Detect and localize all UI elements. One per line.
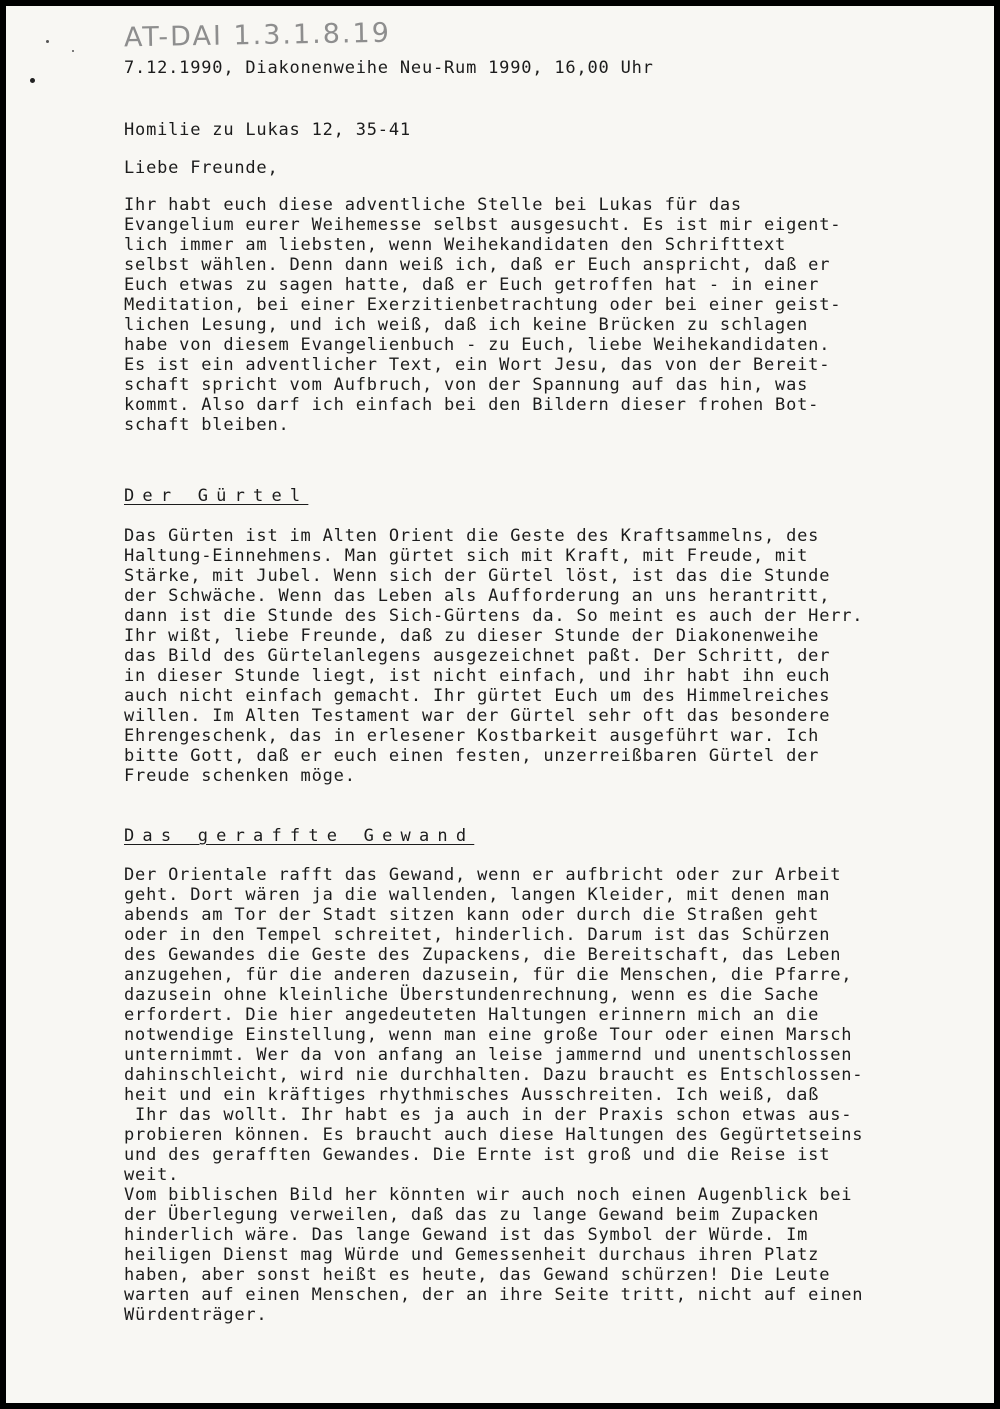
text-line: Der Orientale rafft das Gewand, wenn er aufbricht oder zur Arbeit [124, 865, 842, 885]
text-line: Meditation, bei einer Exerzitienbetrachtung oder bei einer geist- [124, 295, 842, 315]
ink-speck [46, 40, 49, 43]
text-line: weit. [124, 1165, 180, 1185]
section-heading-guertel: Der Gürtel [124, 486, 309, 506]
text-line: abends am Tor der Stadt sitzen kann oder durch die Straßen geht [124, 905, 820, 925]
text-line: dazusein ohne kleinliche Überstundenrechnung, wenn es die Sache [124, 985, 820, 1005]
text-line: dahinschleicht, wird nie durchhalten. Dazu braucht es Entschlossen- [124, 1065, 864, 1085]
section-guertel-paragraph [124, 526, 863, 786]
section-heading-gewand: Das geraffte Gewand [124, 826, 475, 846]
text-line: kommt. Also darf ich einfach bei den Bildern dieser frohen Bot- [124, 395, 820, 415]
text-line: Würdenträger. [124, 1305, 268, 1325]
text-line: haben, aber sonst heißt es heute, das Gewand schürzen! Die Leute [124, 1265, 831, 1285]
text-line: Ihr das wollt. Ihr habt es ja auch in der Praxis schon etwas aus- [124, 1105, 853, 1125]
section-gewand-paragraph [124, 865, 863, 1325]
text-line: erfordert. Die hier angedeuteten Haltungen erinnern mich an die [124, 1005, 820, 1025]
text-line: lich immer am liebsten, wenn Weihekandidaten den Schrifttext [124, 235, 787, 255]
ink-speck [30, 78, 35, 83]
intro-paragraph [124, 195, 841, 435]
text-line: heit und ein kräftiges rhythmisches Ausschreiten. Ich weiß, daß [124, 1085, 820, 1105]
date-line: 7.12.1990, Diakonenweihe Neu-Rum 1990, 16,00 Uhr [124, 58, 654, 78]
text-line: Freude schenken möge. [124, 766, 356, 786]
salutation: Liebe Freunde, [124, 158, 279, 178]
text-line: schaft spricht vom Aufbruch, von der Spannung auf das hin, was [124, 375, 809, 395]
text-line: habe von diesem Evangelienbuch - zu Euch, liebe Weihekandidaten. [124, 335, 831, 355]
text-line: des Gewandes die Geste des Zupackens, die Bereitschaft, das Leben [124, 945, 842, 965]
text-line: dann ist die Stunde des Sich-Gürtens da. So meint es auch der Herr. [124, 606, 864, 626]
text-line: lichen Lesung, und ich weiß, daß ich keine Brücken zu schlagen [124, 315, 809, 335]
text-line: Das Gürten ist im Alten Orient die Geste des Kraftsammelns, des [124, 526, 820, 546]
text-line: Vom biblischen Bild her könnten wir auch noch einen Augenblick bei [124, 1185, 853, 1205]
text-line: Es ist ein adventlicher Text, ein Wort Jesu, das von der Bereit- [124, 355, 831, 375]
text-line: Euch etwas zu sagen hatte, daß er Euch getroffen hat - in einer [124, 275, 820, 295]
text-line: in dieser Stunde liegt, ist nicht einfach, und ihr habt ihn euch [124, 666, 831, 686]
ink-speck [72, 50, 74, 52]
text-line: anzugehen, für die anderen dazusein, für die Menschen, die Pfarre, [124, 965, 853, 985]
archive-signature-handwritten: AT-DAI 1.3.1.8.19 [123, 17, 392, 54]
text-line: hinderlich wäre. Das lange Gewand ist das Symbol der Würde. Im [124, 1225, 809, 1245]
text-line: Ihr wißt, liebe Freunde, daß zu dieser Stunde der Diakonenweihe [124, 626, 820, 646]
text-line: bitte Gott, daß er euch einen festen, unzerreißbaren Gürtel der [124, 746, 820, 766]
text-line: Ihr habt euch diese adventliche Stelle bei Lukas für das [124, 195, 742, 215]
text-line: heiligen Dienst mag Würde und Gemessenheit durchaus ihren Platz [124, 1245, 820, 1265]
text-line: der Schwäche. Wenn das Leben als Aufforderung an uns herantritt, [124, 586, 831, 606]
text-line: probieren können. Es braucht auch diese Haltungen des Gegürtetseins [124, 1125, 864, 1145]
text-line: Ehrengeschenk, das in erlesener Kostbarkeit ausgeführt war. Ich [124, 726, 820, 746]
text-line: selbst wählen. Denn dann weiß ich, daß er Euch anspricht, daß er [124, 255, 831, 275]
text-line: willen. Im Alten Testament war der Gürtel sehr oft das besondere [124, 706, 831, 726]
text-line: Stärke, mit Jubel. Wenn sich der Gürtel löst, ist das die Stunde [124, 566, 831, 586]
homily-title: Homilie zu Lukas 12, 35-41 [124, 120, 411, 140]
text-line: Evangelium eurer Weihemesse selbst ausgesucht. Es ist mir eigent- [124, 215, 842, 235]
text-line: geht. Dort wären ja die wallenden, langen Kleider, mit denen man [124, 885, 831, 905]
text-line: unternimmt. Wer da von anfang an leise jammernd und unentschlossen [124, 1045, 853, 1065]
text-line: oder in den Tempel schreitet, hinderlich. Darum ist das Schürzen [124, 925, 831, 945]
text-line: notwendige Einstellung, wenn man eine große Tour oder einen Marsch [124, 1025, 853, 1045]
text-line: das Bild des Gürtelanlegens ausgezeichnet paßt. Der Schritt, der [124, 646, 831, 666]
text-line: und des gerafften Gewandes. Die Ernte ist groß und die Reise ist [124, 1145, 831, 1165]
text-line: der Überlegung verweilen, daß das zu lange Gewand beim Zupacken [124, 1205, 820, 1225]
text-line: auch nicht einfach gemacht. Ihr gürtet Euch um des Himmelreiches [124, 686, 831, 706]
text-line: warten auf einen Menschen, der an ihre Seite tritt, nicht auf einen [124, 1285, 864, 1305]
text-line: Haltung-Einnehmens. Man gürtet sich mit Kraft, mit Freude, mit [124, 546, 809, 566]
text-line: schaft bleiben. [124, 415, 290, 435]
document-page [6, 6, 994, 1403]
